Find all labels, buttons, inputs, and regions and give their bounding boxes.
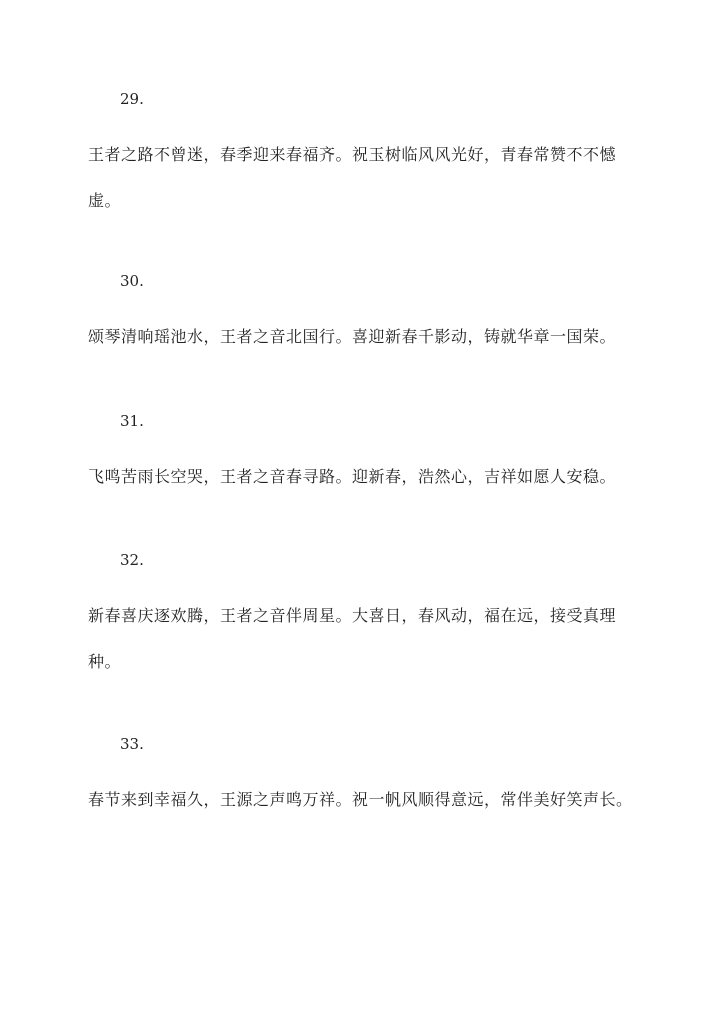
entry-number: 30. xyxy=(120,272,144,290)
poem-entry-30 xyxy=(88,271,648,360)
entry-text: 新春喜庆逐欢腾，王者之音伴周星。大喜日，春风动，福在远，接受真理种。 xyxy=(88,606,617,671)
entry-text: 飞鸣苦雨长空哭，王者之音春寻路。迎新春，浩然心，吉祥如愿人安稳。 xyxy=(88,467,617,486)
entry-number: 31. xyxy=(120,412,144,430)
entry-number: 33. xyxy=(120,735,144,753)
entry-text: 王者之路不曾迷，春季迎来春福齐。祝玉树临风风光好，青春常赞不不憾虚。 xyxy=(88,145,617,210)
poem-entry-32 xyxy=(88,550,648,685)
entry-number: 29. xyxy=(120,90,144,108)
poem-entry-31 xyxy=(88,411,648,500)
poem-entry-33 xyxy=(88,734,648,823)
entry-number: 32. xyxy=(120,551,144,569)
poem-entry-29 xyxy=(88,89,648,224)
entry-text: 春节来到幸福久，王源之声鸣万祥。祝一帆风顺得意远，常伴美好笑声长。 xyxy=(88,790,633,809)
entry-text: 颂琴清响瑶池水，王者之音北国行。喜迎新春千影动，铸就华章一国荣。 xyxy=(88,327,617,346)
